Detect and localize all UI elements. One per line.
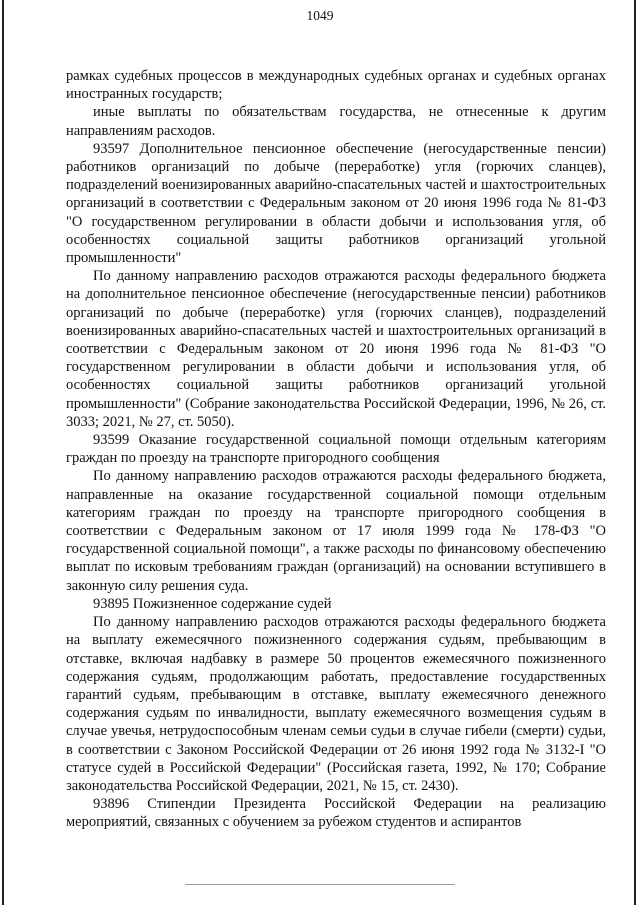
paragraph-93599-description: По данному направлению расходов отражаются расходы федерального бюджета, направленные на оказание государственной социальной помощи отдельным категориям граждан по проезду на транспорте пригородного сообщения в соответствии с Федеральным законом от 17 июля 1999 года № 178-ФЗ "О государственной социальной помощи", а также расходы по финансовому обеспечению выплат по исковым требованиям граждан (организаций) на основании вступившего в законную силу решения суда. <box>66 468 606 594</box>
page-number: 1049 <box>306 8 334 23</box>
paragraph-93895-description: По данному направлению расходов отражаются расходы федерального бюджета на выплату ежемесячного пожизненного содержания судьям, пребывающим в отставке, включая надбавку в размере 50 процентов ежемесячного пожизненного содержания судьям, продолжающим работать, предоставление государственных гарантий судьям, пребывающим в отставке, выплату ежемесячного денежного содержания судьям по инвалидности, выплату ежемесячного возмещения судьям в случае увечья, нетрудоспособным членам семьи судьи в случае гибели (смерти) судьи, в соответствии с Законом Российской Федерации от 26 июня 1992 года № 3132-I "О статусе судей в Российской Федерации" (Российская газета, 1992, № 170; Собрание законодательства Российской Федерации, 2021, № 15, ст. 2430). <box>66 614 606 794</box>
scan-border-left <box>2 0 4 905</box>
document-body <box>66 67 606 832</box>
paragraph-continuation: рамках судебных процессов в международных судебных органах и судебных органах иностранных государств; <box>66 68 606 103</box>
scan-fold-line <box>185 884 455 885</box>
heading-93597: 93597 Дополнительное пенсионное обеспечение (негосударственные пенсии) работников организаций по добыче (переработке) угля (горючих сланцев), подразделений военизированных аварийно-спасательных частей и шахтостроительных организаций в соответствии с Федеральным законом от 20 июня 1996 года № 81-ФЗ "О государственном регулировании в области добычи и использования угля, об особенностях социальной защиты работников организаций угольной промышленности" <box>66 140 606 267</box>
heading-93599: 93599 Оказание государственной социальной помощи отдельным категориям граждан по проезду на транспорте пригородного сообщения <box>66 432 606 467</box>
paragraph-93597-description: По данному направлению расходов отражаются расходы федерального бюджета на дополнительное пенсионное обеспечение (негосударственные пенсии) работников организаций по добыче (переработке) угля (горючих сланцев), подразделений военизированных аварийно-спасательных частей и шахтостроительных организаций в соответствии с Федеральным законом от 20 июня 1996 года № 81-ФЗ "О государственном регулировании в области добычи и использования угля, об особенностях социальной защиты работников организаций угольной промышленности" (Собрание законодательства Российской Федерации, 1996, № 26, ст. 3033; 2021, № 27, ст. 5050). <box>66 268 606 430</box>
heading-93896: 93896 Стипендии Президента Российской Федерации на реализацию мероприятий, связанных с обучением за рубежом студентов и аспирантов <box>66 796 606 831</box>
heading-93895: 93895 Пожизненное содержание судей <box>93 595 332 612</box>
scan-border-right <box>634 0 636 905</box>
paragraph-other-payments: иные выплаты по обязательствам государства, не отнесенные к другим направлениям расходов. <box>66 104 606 139</box>
